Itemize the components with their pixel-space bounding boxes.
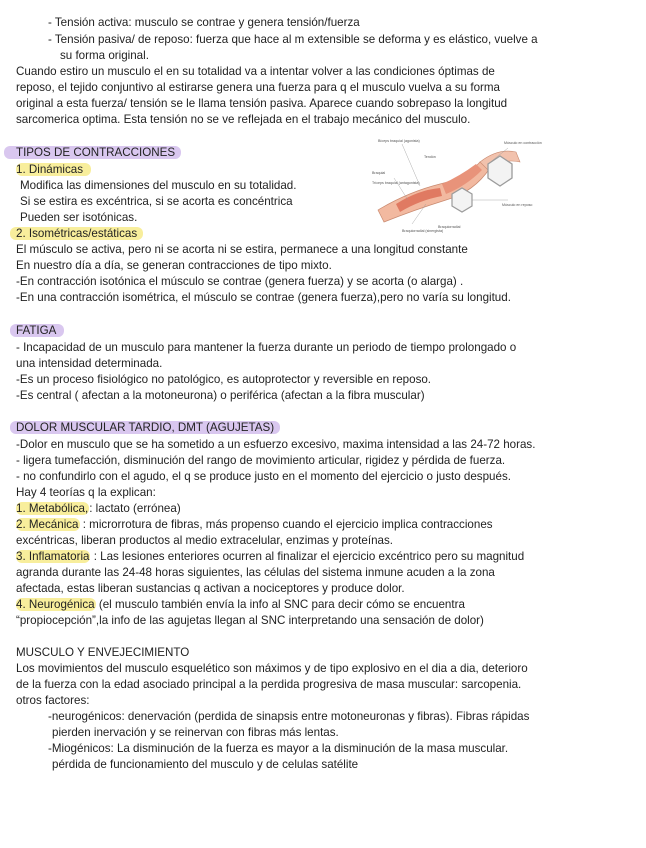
fatiga-line: -Es central ( afectan a la motoneurona) o periférica (afectan a la fibra muscular): [16, 389, 425, 402]
figure-label: Braquiorradial: [438, 225, 461, 229]
envejecimiento-line: Los movimientos del musculo esquelético son máximos y de tipo explosivo en el dia a dia, deterioro: [16, 662, 528, 675]
section-heading-envejecimiento: MUSCULO Y ENVEJECIMIENTO: [16, 646, 190, 659]
arm-muscle-illustration: [368, 134, 542, 234]
active-tension-line: - Tensión activa: musculo se contrae y genera tensión/fuerza: [48, 16, 360, 29]
passive-tension-line-cont: su forma original.: [60, 49, 149, 62]
dinamicas-line: Pueden ser isotónicas.: [20, 211, 138, 224]
theory-inflamatoria-cont: afectada, estas liberan sustancias q activan a nociceptores y produce dolor.: [16, 582, 405, 595]
envejecimiento-line: de la fuerza con la edad asociado principal a la perdida progresiva de masa muscular: sarcopenia.: [16, 678, 522, 691]
isometricas-line: -En una contracción isométrica, el músculo se contrae (genera fuerza),pero no varía su longitud.: [16, 291, 511, 304]
figure-label: Tríceps braquial (antagonista): [372, 181, 420, 185]
list-item-isometricas: 2. Isométricas/estáticas: [10, 226, 143, 242]
dinamicas-line: Si se estira es excéntrica, si se acorta es concéntrica: [20, 195, 293, 208]
figure-label: Músculo en contracción: [504, 141, 542, 145]
intro-paragraph-line: sarcomerica optima. Esta tensión no se ve reflejada en el trabajo mecánico del musculo.: [16, 113, 471, 126]
intro-paragraph-line: reposo, el tejido conjuntivo al estirarse genera una fuerza para q el musculo vuelva a su forma: [16, 81, 500, 94]
dmt-line: - no confundirlo con el agudo, el q se produce justo en el momento del ejercicio o justo después.: [16, 470, 511, 483]
section-heading-dmt: DOLOR MUSCULAR TARDIO, DMT (AGUJETAS): [10, 420, 280, 436]
figure-label: Braquial: [372, 171, 386, 175]
dmt-line: -Dolor en musculo que se ha sometido a un esfuerzo excesivo, maxima intensidad a las 24-72 horas.: [16, 438, 536, 451]
fatiga-line: - Incapacidad de un musculo para mantener la fuerza durante un periodo de tiempo prolongado o: [16, 341, 517, 354]
figure-label: Músculo en reposo: [502, 203, 533, 207]
theory-neurogenica-cont: “propiocepción”,la info de las agujetas llegan al SNC interpretando una sensación de dolor): [16, 614, 484, 627]
isometricas-line: En nuestro día a día, se generan contracciones de tipo mixto.: [16, 259, 332, 272]
envejecimiento-line: otros factores:: [16, 694, 90, 707]
figure-label: Bíceps braquial (agonista): [378, 139, 420, 143]
isometricas-line: El músculo se activa, pero ni se acorta ni se estira, permanece a una longitud constante: [16, 243, 468, 256]
fatiga-line: una intensidad determinada.: [16, 357, 163, 370]
intro-paragraph-line: original a esta fuerza/ tensión se le llama tensión pasiva. Aparece cuando sobrepaso la longitud: [16, 97, 508, 110]
isometricas-line: -En contracción isotónica el músculo se contrae (genera fuerza) y se acorta (o alarga) .: [16, 275, 464, 288]
dmt-line: - ligera tumefacción, disminución del rango de movimiento articular, rigidez y pérdida de fuerza.: [16, 454, 506, 467]
envejecimiento-line: pérdida de funcionamiento del musculo y de celulas satélite: [52, 758, 359, 771]
envejecimiento-line: pierden inervación y se reinervan con fibras más lentas.: [52, 726, 339, 739]
theory-inflamatoria-cont: agranda durante las 24-48 horas siguientes, las células del sistema inmune acuden a la zona: [16, 566, 495, 579]
section-heading-tipos: TIPOS DE CONTRACCIONES: [4, 145, 181, 161]
dinamicas-line: Modifica las dimensiones del musculo en su totalidad.: [20, 179, 297, 192]
section-heading-fatiga: FATIGA: [10, 323, 64, 339]
theory-inflamatoria: 3. Inflamatoria : Las lesiones enteriores ocurren al finalizar el ejercicio excéntrico pero su magnitud: [16, 550, 525, 563]
envejecimiento-line: -Miogénicos: La disminución de la fuerza es mayor a la disminución de la masa muscular.: [48, 742, 509, 755]
list-item-dinamicas: 1. Dinámicas: [16, 162, 91, 178]
fatiga-line: -Es un proceso fisiológico no patológico, es autoprotector y reversible en reposo.: [16, 373, 432, 386]
theory-mecanica-cont: excéntricas, liberan productos al medio extracelular, enzimas y proteínas.: [16, 534, 393, 547]
theory-metabolica: 1. Metabólica,: lactato (errónea): [16, 502, 181, 515]
theory-mecanica: 2. Mecánica : microrrotura de fibras, más propenso cuando el ejercicio implica contracciones: [16, 518, 493, 531]
theory-neurogenica: 4. Neurogénica (el musculo también envía la info al SNC para decir cómo se encuentra: [16, 598, 465, 611]
figure-label: Braquiorradial (sinergista): [402, 229, 444, 233]
intro-paragraph-line: Cuando estiro un musculo el en su totalidad va a intentar volver a las condiciones óptimas de: [16, 65, 495, 78]
passive-tension-line: - Tensión pasiva/ de reposo: fuerza que hace al m extensible se deforma y es elástico, vuelve a: [48, 33, 538, 46]
figure-label: Tendón: [424, 155, 436, 159]
envejecimiento-line: -neurogénicos: denervación (perdida de sinapsis entre motoneuronas y fibras). Fibras rápidas: [48, 710, 530, 723]
dmt-line: Hay 4 teorías q la explican:: [16, 486, 156, 499]
